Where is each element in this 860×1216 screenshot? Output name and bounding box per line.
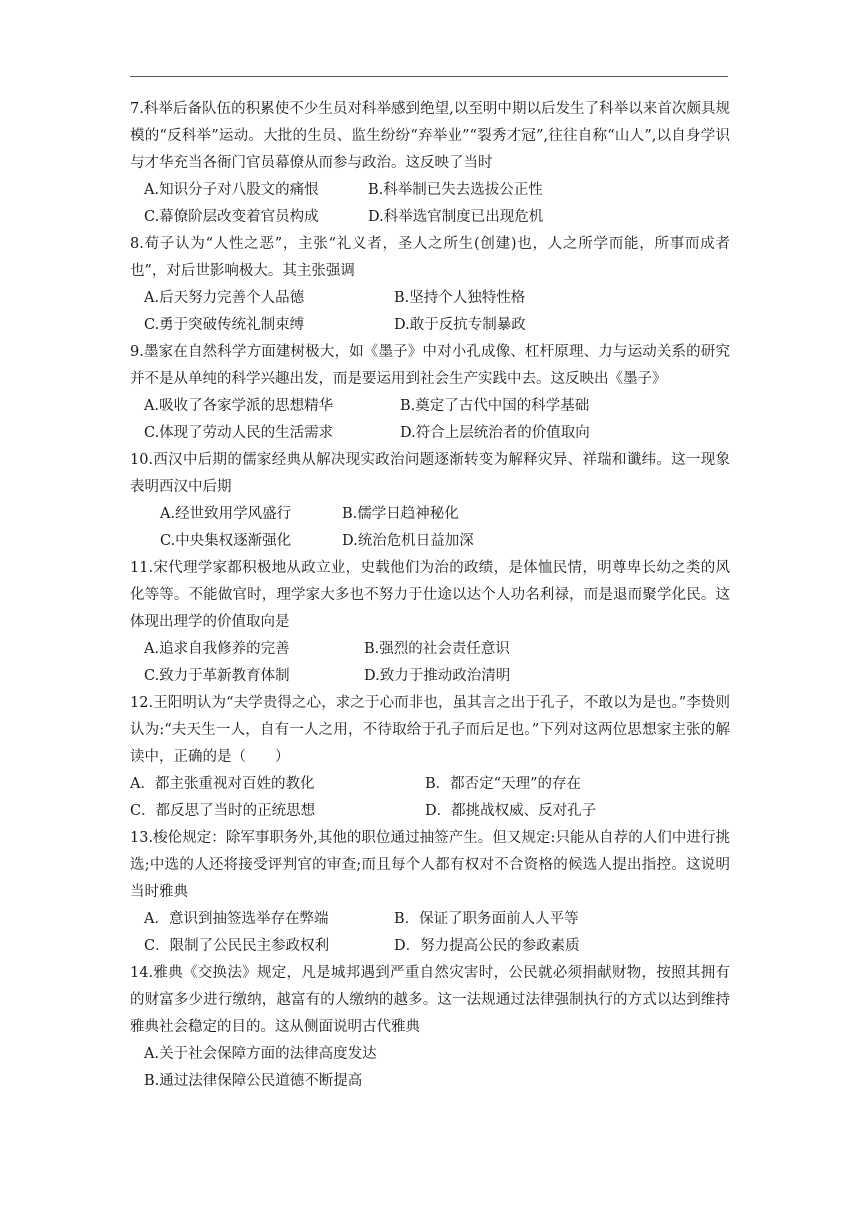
option-d: D．努力提高公民的参政素质 [394, 938, 580, 954]
option-a: A．意识到抽签选举存在弊端 [144, 911, 329, 927]
option-list [130, 1041, 730, 1095]
option-list [130, 285, 730, 339]
option-list [130, 177, 730, 231]
option-d: D.统治危机日益加深 [342, 533, 474, 549]
question-13 [130, 825, 730, 960]
option-b: B．都否定“天理”的存在 [425, 776, 581, 792]
question-8 [130, 231, 730, 339]
option-d: D.致力于推动政治清明 [364, 668, 511, 684]
question-stem: 9.墨家在自然科学方面建树极大，如《墨子》中对小孔成像、杠杆原理、力与运动关系的研究并不是从单纯的科学兴趣出发，而是要运用到社会生产实践中去。这反映出《墨子》 [130, 344, 730, 387]
option-list [130, 393, 730, 447]
question-stem: 11.宋代理学家都积极地从政立业，史载他们为治的政绩，是体恤民情，明尊卑长幼之类的风化等等。不能做官时，理学家大多也不努力于仕途以达个人功名利禄，而是退而聚学化民。这体现出理学的价值取向是 [130, 560, 730, 630]
option-c: C.勇于突破传统礼制束缚 [144, 317, 305, 333]
option-list [130, 636, 730, 690]
option-b: B.通过法律保障公民道德不断提高 [144, 1073, 363, 1089]
question-14 [130, 960, 730, 1095]
option-c: C．限制了公民民主参政权利 [144, 938, 330, 954]
option-a: A.关于社会保障方面的法律高度发达 [144, 1046, 377, 1062]
option-b: B．保证了职务面前人人平等 [394, 911, 579, 927]
option-c: C.体现了劳动人民的生活需求 [144, 425, 334, 441]
header-rule [130, 76, 728, 77]
question-10 [130, 447, 730, 555]
question-11 [130, 555, 730, 690]
option-d: D．都挑战权威、反对孔子 [425, 803, 597, 819]
option-list [130, 906, 730, 960]
question-stem: 14.雅典《交换法》规定，凡是城邦遇到严重自然灾害时，公民就必须捐献财物，按照其拥有的财富多少进行缴纳，越富有的人缴纳的越多。这一法规通过法律强制执行的方式以达到维持雅典社会稳定的目的。这从侧面说明古代雅典 [130, 965, 730, 1035]
option-c: C.中央集权逐渐强化 [160, 533, 292, 549]
option-b: B.强烈的社会责任意识 [364, 641, 510, 657]
option-a: A.经世致用学风盛行 [160, 506, 292, 522]
option-c: C．都反思了当时的正统思想 [130, 803, 316, 819]
question-stem: 7.科举后备队伍的积累使不少生员对科举感到绝望,以至明中期以后发生了科举以来首次颇具规模的“反科举”运动。大批的生员、监生纷纷“弃举业”“裂秀才冠”,往往自称“山人”,以自身学识与才华充当各衙门官员幕僚从而参与政治。这反映了当时 [130, 101, 730, 171]
option-c: C.致力于革新教育体制 [144, 668, 290, 684]
option-a: A.吸收了各家学派的思想精华 [144, 398, 334, 414]
option-b: B.儒学日趋神秘化 [342, 506, 459, 522]
option-b: B.科举制已失去选拔公正性 [368, 182, 543, 198]
option-a: A.知识分子对八股文的痛恨 [144, 182, 319, 198]
option-a: A．都主张重视对百姓的教化 [130, 776, 315, 792]
question-stem: 8.荀子认为“人性之恶”，主张“礼义者，圣人之所生(创建)也，人之所学而能，所事而成者也”，对后世影响极大。其主张强调 [130, 236, 730, 279]
option-b: B.坚持个人独特性格 [394, 290, 526, 306]
question-stem: 10.西汉中后期的儒家经典从解决现实政治问题逐渐转变为解释灾异、祥瑞和谶纬。这一现象表明西汉中后期 [130, 452, 730, 495]
option-b: B.奠定了古代中国的科学基础 [400, 398, 590, 414]
question-stem: 13.梭伦规定：除军事职务外,其他的职位通过抽签产生。但又规定:只能从自荐的人们中进行挑选;中选的人还将接受评判官的审查;而且每个人都有权对不合资格的候选人提出指控。这说明当时雅典 [130, 830, 730, 900]
option-list [130, 771, 730, 825]
question-stem: 12.王阳明认为“夫学贵得之心，求之于心而非也，虽其言之出于孔子，不敢以为是也。”李贽则认为:“夫天生一人，自有一人之用，不待取给于孔子而后足也。”下列对这两位思想家主张的解读中，正确的是（ ） [130, 695, 730, 765]
option-a: A.追求自我修养的完善 [144, 641, 290, 657]
question-7 [130, 96, 730, 231]
option-d: D.符合上层统治者的价值取向 [400, 425, 590, 441]
question-12 [130, 690, 730, 825]
option-d: D.科举选官制度已出现危机 [368, 209, 544, 225]
option-list [130, 501, 730, 555]
option-a: A.后天努力完善个人品德 [144, 290, 305, 306]
option-d: D.敢于反抗专制暴政 [394, 317, 526, 333]
question-list [130, 96, 730, 1095]
option-c: C.幕僚阶层改变着官员构成 [144, 209, 319, 225]
question-9 [130, 339, 730, 447]
